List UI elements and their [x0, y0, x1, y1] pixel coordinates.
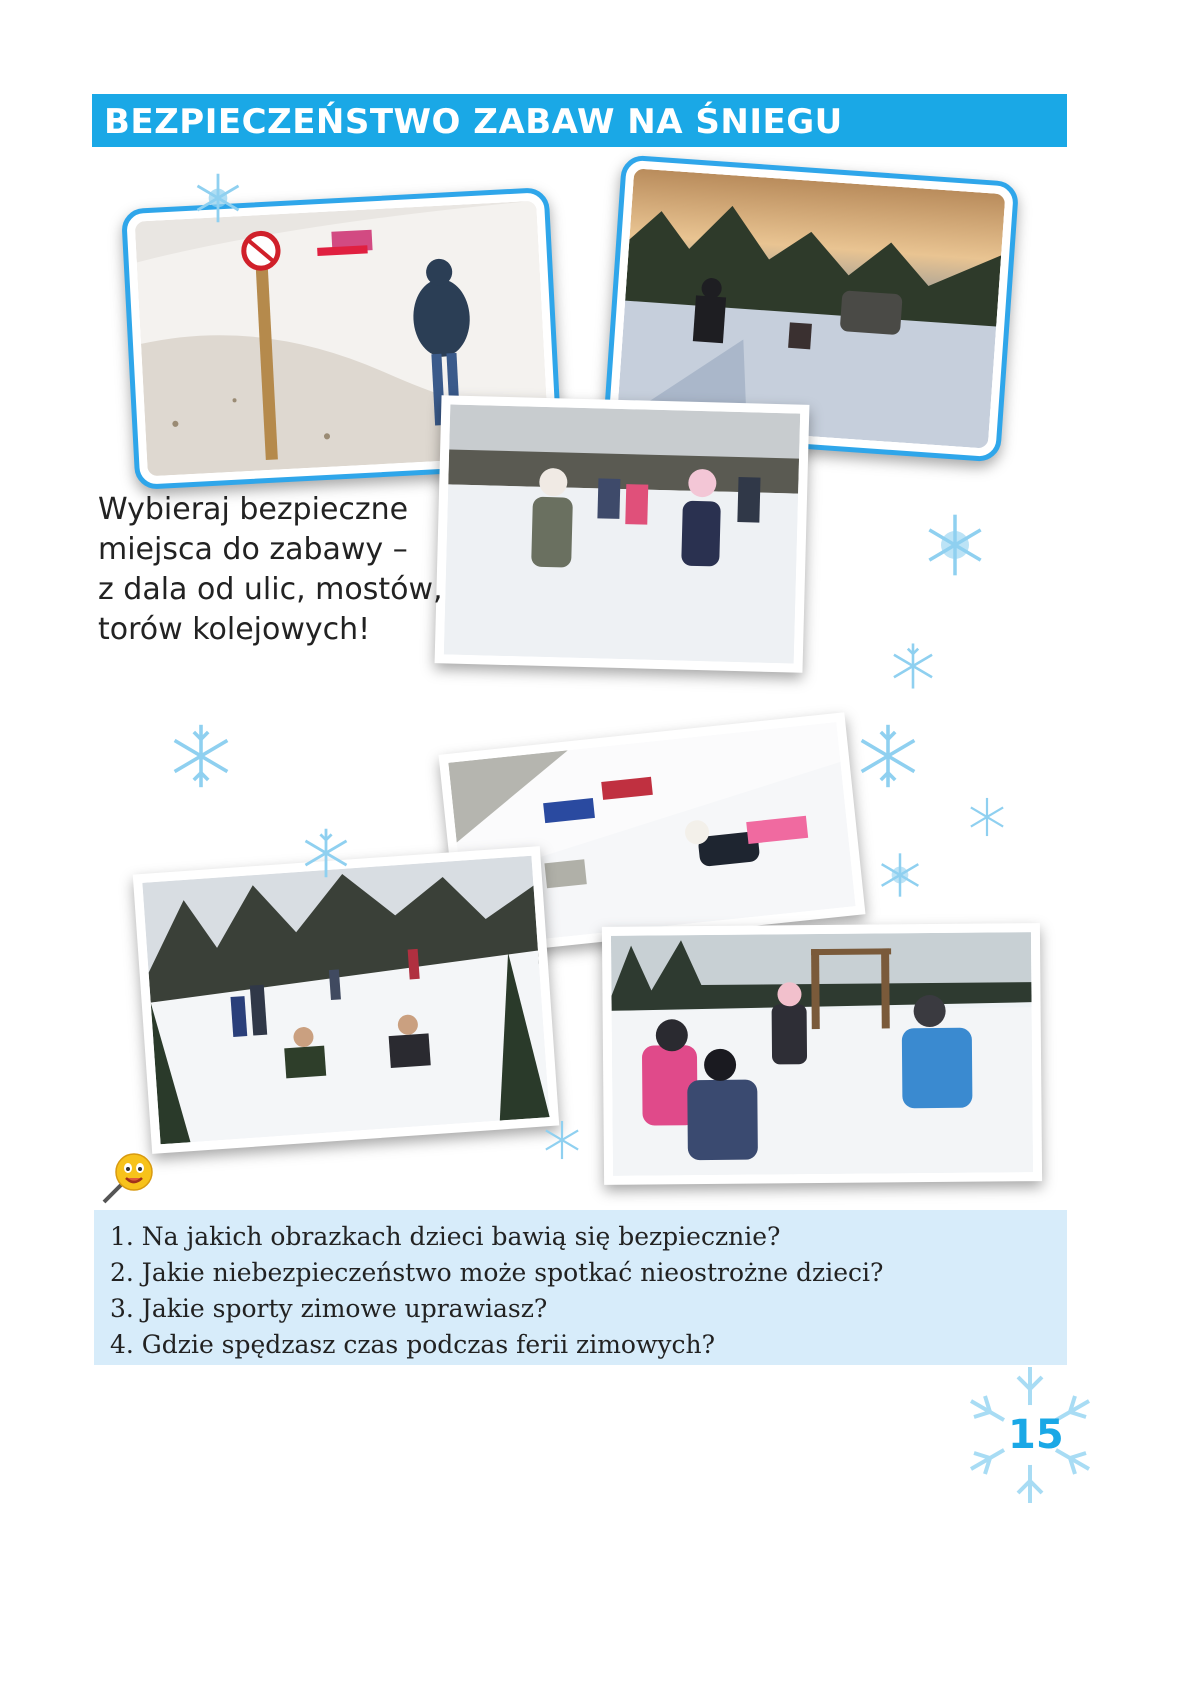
photo-kids-snowballs — [435, 395, 810, 673]
safety-tip — [98, 490, 458, 650]
snowflake-icon — [852, 720, 924, 792]
smiley-microphone-icon — [100, 1150, 156, 1206]
page-title: BEZPIECZEŃSTWO ZABAW NA ŚNIEGU — [104, 102, 843, 142]
no-sledding-sign-icon — [243, 233, 279, 269]
snowflake-icon — [965, 795, 1009, 839]
question-1: 1. Na jakich obrazkach dzieci bawią się bezpiecznie? — [110, 1222, 781, 1251]
questions-box — [94, 1210, 1067, 1365]
photo-park-sledding — [133, 846, 560, 1154]
photo-playground-kids — [602, 923, 1042, 1185]
tip-line-1: Wybieraj bezpieczne — [98, 492, 409, 527]
snowflake-icon — [190, 170, 246, 226]
snowflake-icon — [920, 510, 990, 580]
tip-line-3: z dala od ulic, mostów, — [98, 572, 443, 607]
question-4: 4. Gdzie spędzasz czas podczas ferii zimowych? — [110, 1330, 715, 1359]
page-number: 15 — [1008, 1412, 1064, 1458]
snowflake-icon — [887, 640, 939, 692]
snowflake-icon — [875, 850, 925, 900]
tip-line-2: miejsca do zabawy – — [98, 532, 408, 567]
snowflake-icon — [165, 720, 237, 792]
question-3: 3. Jakie sporty zimowe uprawiasz? — [110, 1294, 548, 1323]
question-2: 2. Jakie niebezpieczeństwo może spotkać nieostrożne dzieci? — [110, 1258, 884, 1287]
title-bar — [92, 94, 1067, 147]
tip-line-4: torów kolejowych! — [98, 612, 371, 647]
snowflake-icon — [298, 825, 354, 881]
snowflake-icon — [540, 1118, 584, 1162]
